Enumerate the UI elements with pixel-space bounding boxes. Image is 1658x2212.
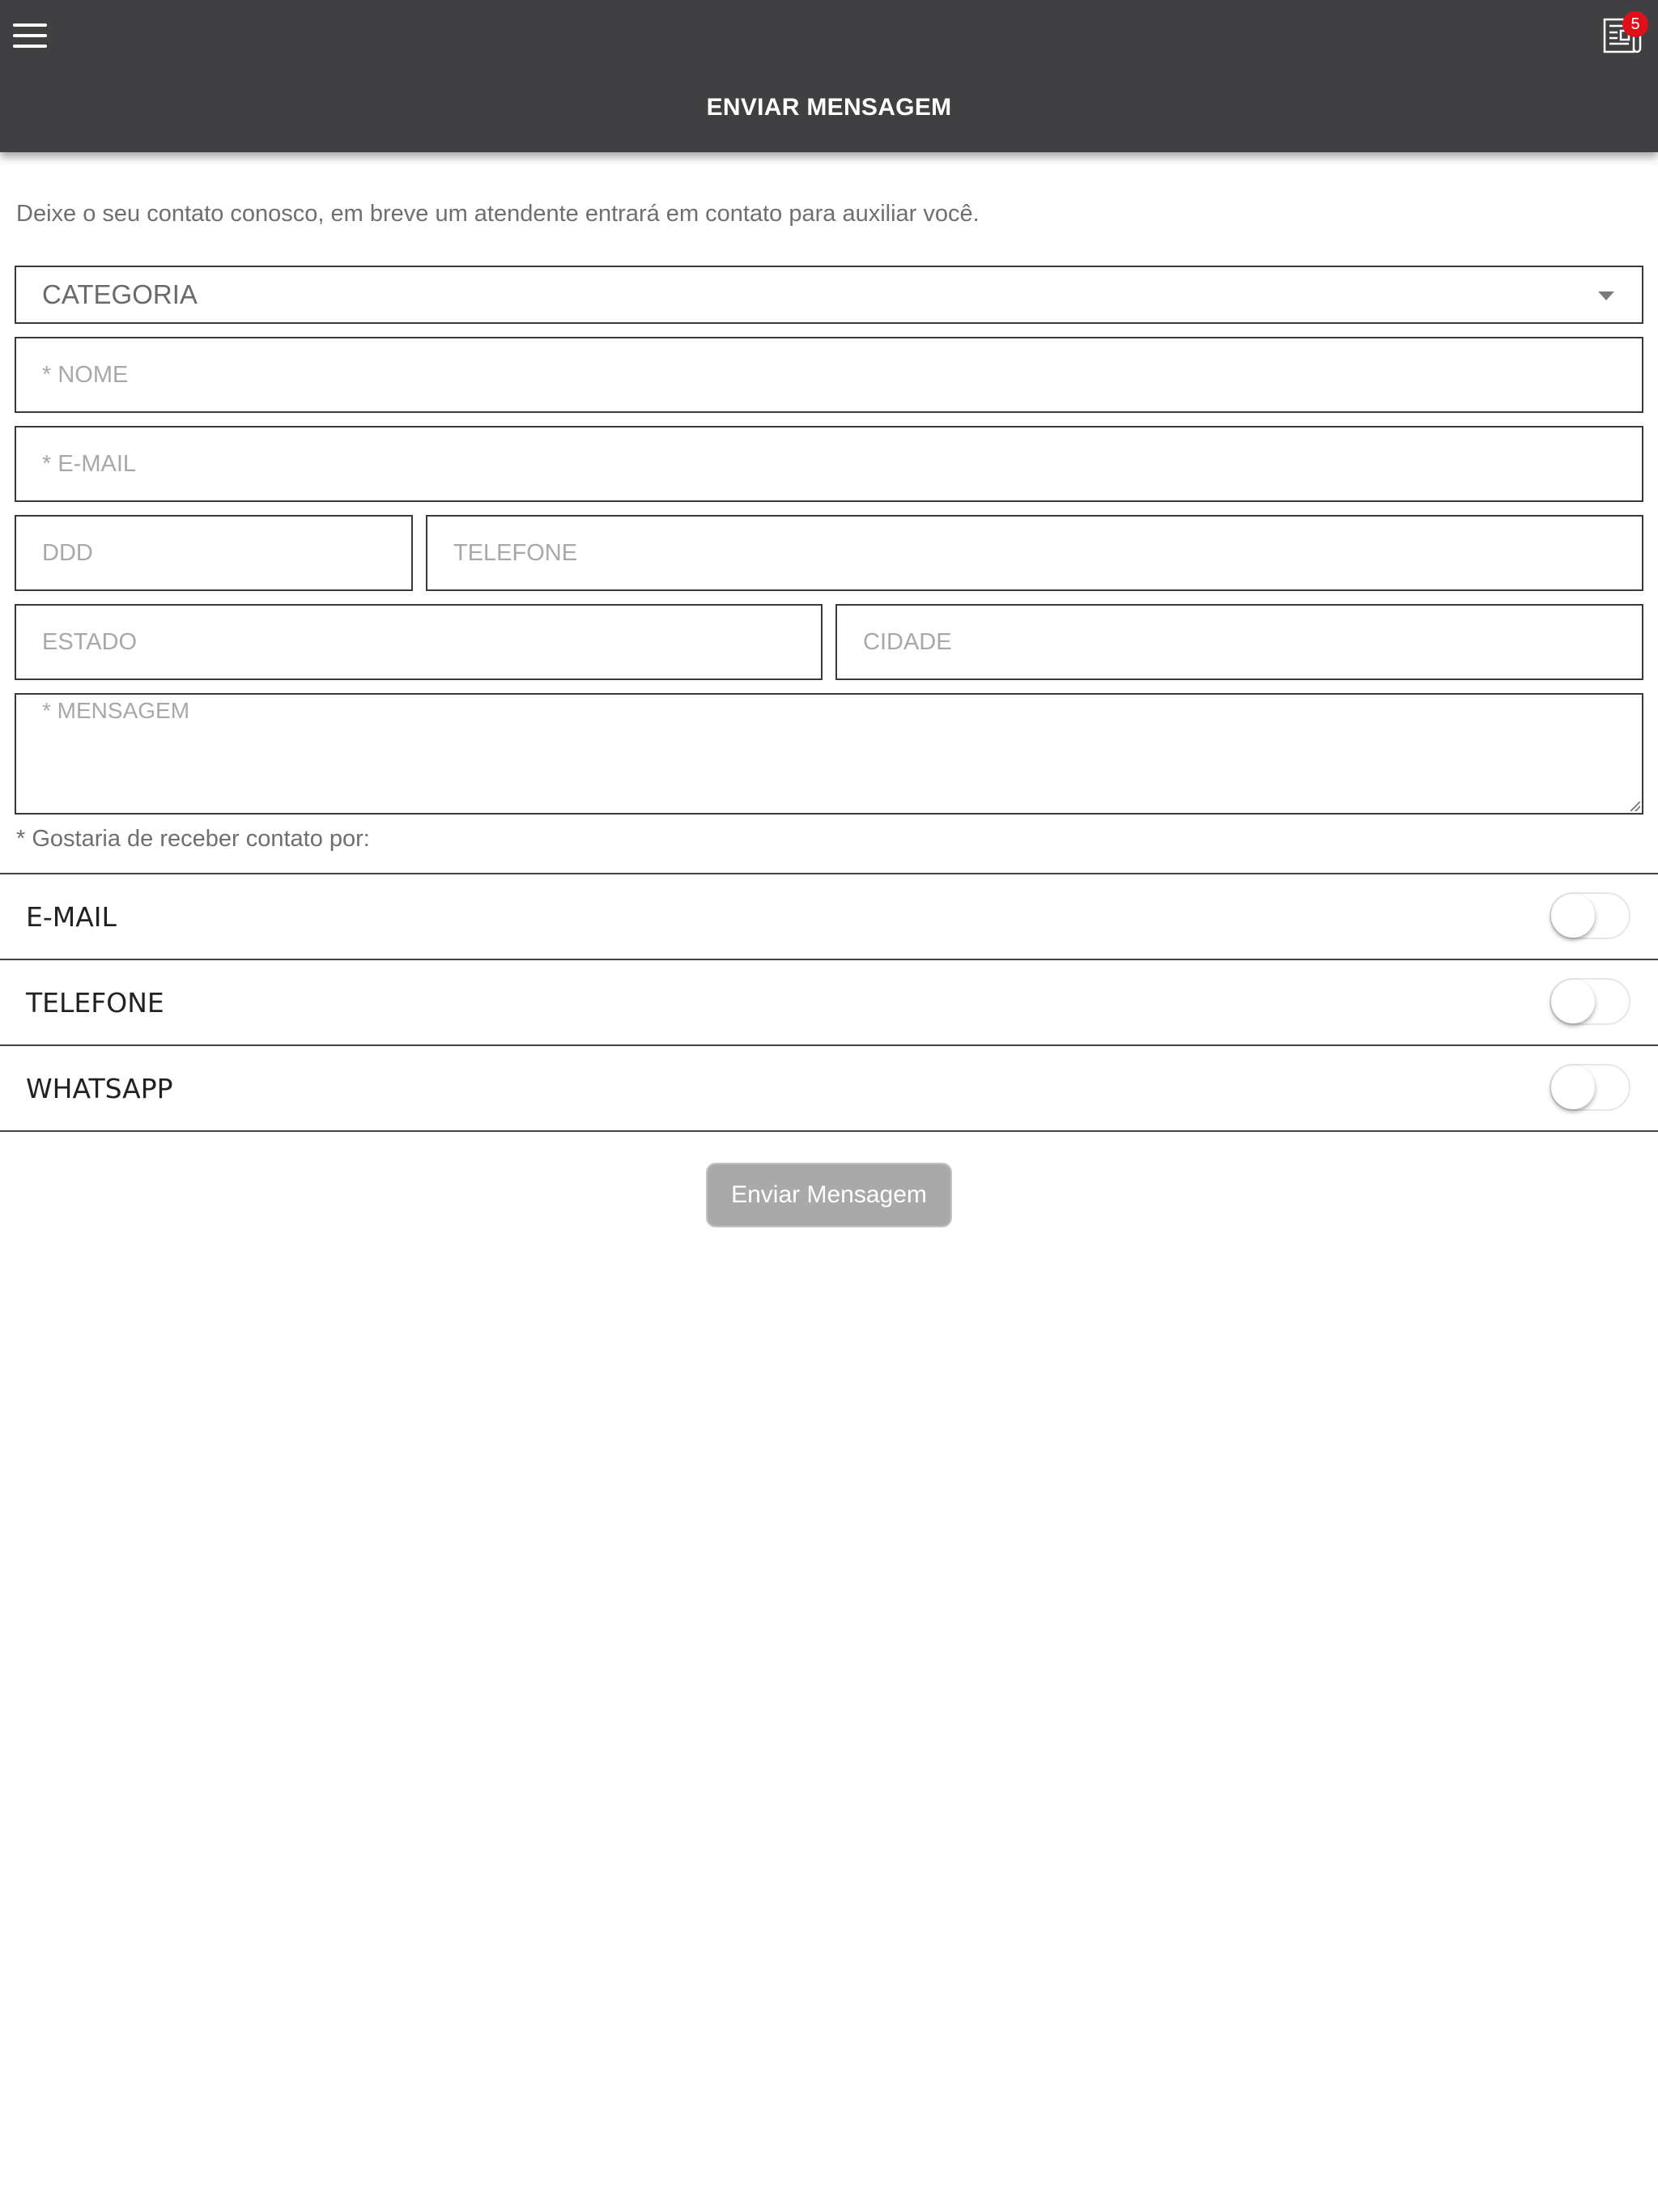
contact-option-label: TELEFONE xyxy=(26,986,164,1019)
whatsapp-toggle[interactable] xyxy=(1550,1064,1630,1111)
ddd-input[interactable] xyxy=(42,517,411,589)
page-title: ENVIAR MENSAGEM xyxy=(706,94,952,121)
news-notifications-button[interactable] xyxy=(1598,10,1647,58)
state-input[interactable] xyxy=(42,606,821,678)
state-field-container xyxy=(15,604,823,680)
message-textarea[interactable] xyxy=(42,695,1642,808)
intro-text: Deixe o seu contato conosco, em breve um atendente entrará em contato para auxiliar você. xyxy=(16,201,980,227)
city-field-container xyxy=(835,604,1643,680)
email-input[interactable] xyxy=(42,428,1642,500)
contact-preference-list xyxy=(0,873,1658,1132)
contact-option-whatsapp xyxy=(0,1046,1658,1132)
contact-option-email xyxy=(0,874,1658,960)
app-header xyxy=(0,0,1658,152)
email-toggle[interactable] xyxy=(1550,892,1630,939)
contact-option-label: E-MAIL xyxy=(26,900,117,933)
phone-field-container xyxy=(426,515,1643,591)
email-field-container xyxy=(15,426,1643,502)
category-select-value: CATEGORIA xyxy=(42,279,198,309)
message-field-container xyxy=(15,693,1643,815)
phone-toggle[interactable] xyxy=(1550,978,1630,1025)
hamburger-menu-icon[interactable] xyxy=(13,16,52,55)
category-select[interactable] xyxy=(15,266,1643,324)
notification-badge: 5 xyxy=(1622,11,1648,37)
phone-input[interactable] xyxy=(453,517,1642,589)
contact-preference-label: * Gostaria de receber contato por: xyxy=(16,826,370,852)
name-input[interactable] xyxy=(42,338,1642,411)
ddd-field-container xyxy=(15,515,413,591)
contact-option-phone xyxy=(0,960,1658,1046)
name-field-container xyxy=(15,337,1643,413)
resize-handle-icon[interactable] xyxy=(1630,802,1640,811)
contact-option-label: WHATSAPP xyxy=(26,1072,173,1104)
city-input[interactable] xyxy=(863,606,1642,678)
dropdown-caret-icon xyxy=(1598,291,1614,300)
send-message-button[interactable]: Enviar Mensagem xyxy=(706,1163,952,1227)
